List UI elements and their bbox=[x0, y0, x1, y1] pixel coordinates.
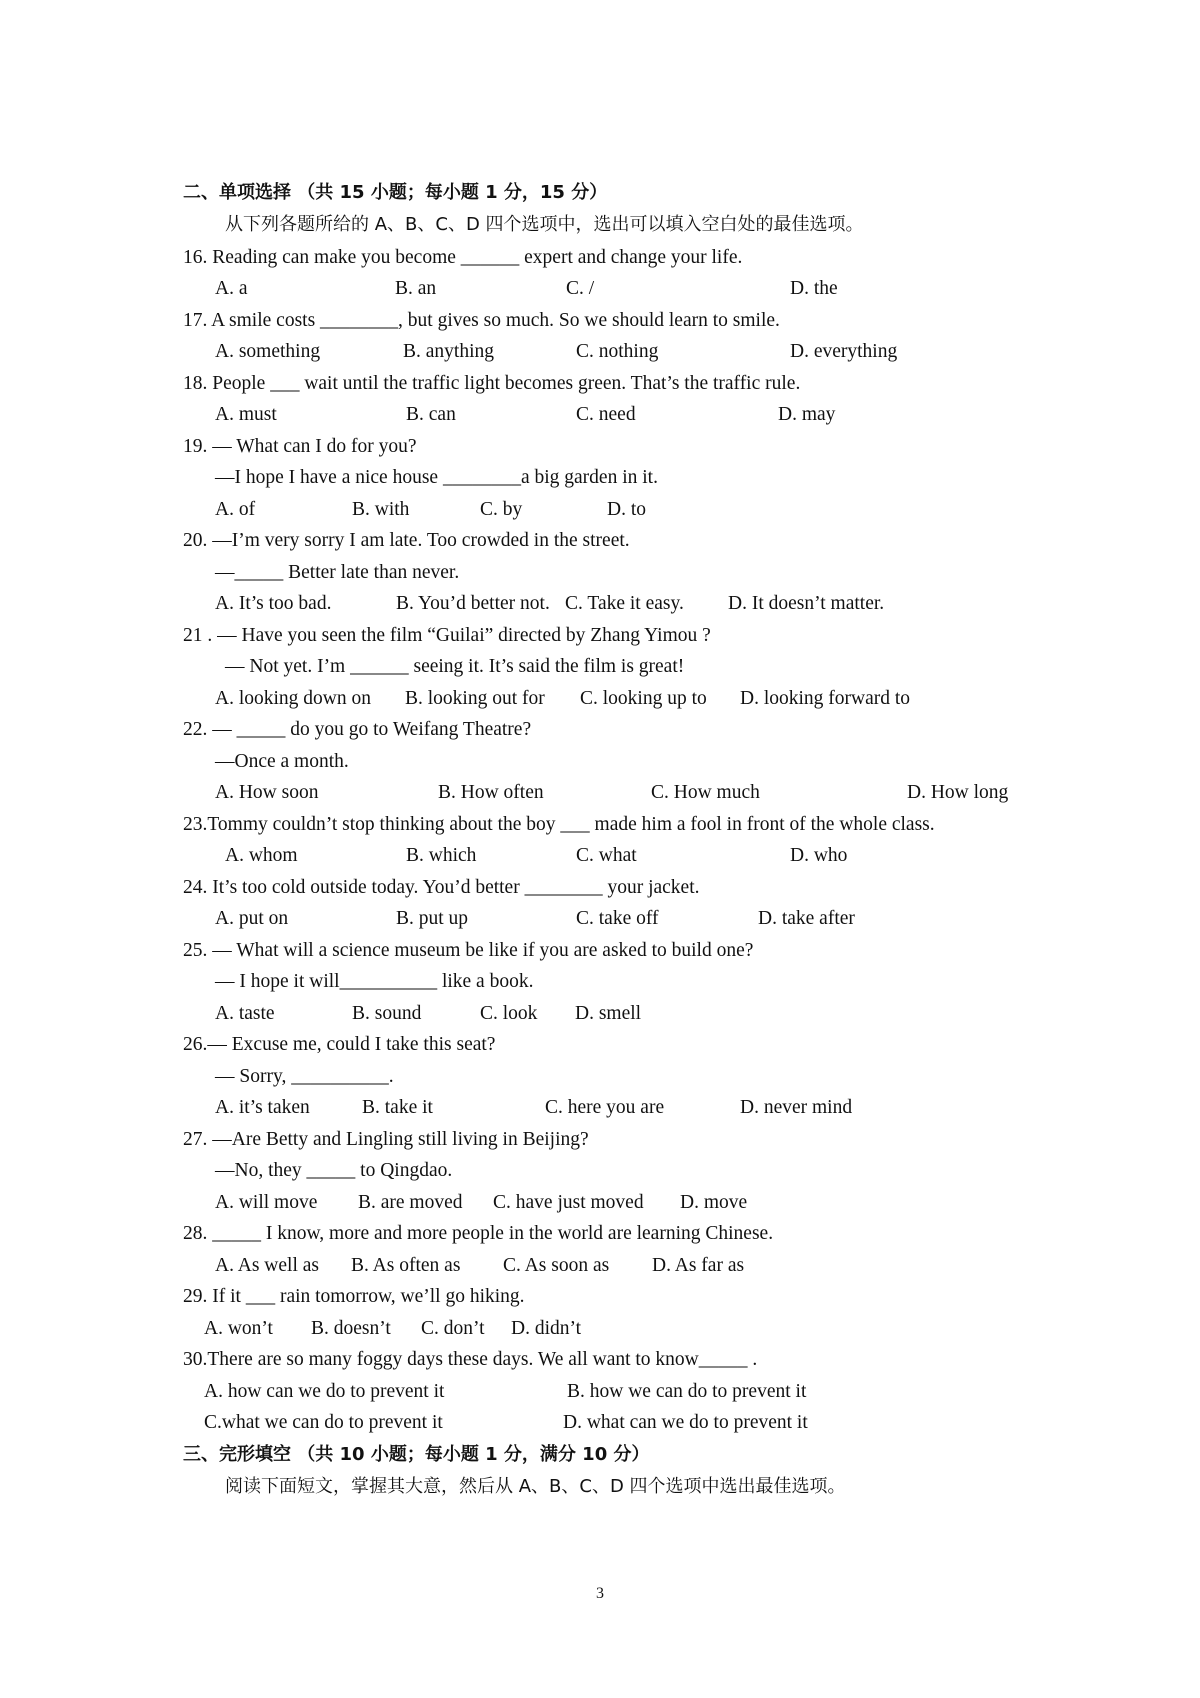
question-16-stem: 16. Reading can make you become ______ expert and change your life. bbox=[183, 247, 743, 268]
option-a: A. how can we do to prevent it bbox=[204, 1381, 445, 1402]
question-30-options-row-1 bbox=[0, 1377, 1200, 1407]
question-26-stem: 26.— Excuse me, could I take this seat? bbox=[183, 1034, 496, 1055]
option-d: D. never mind bbox=[740, 1097, 853, 1118]
question-30-options-row-2 bbox=[0, 1408, 1200, 1438]
option-a: A. looking down on bbox=[215, 688, 371, 709]
option-d: D. everything bbox=[790, 341, 898, 362]
option-d: D. may bbox=[778, 404, 836, 425]
option-b: B. sound bbox=[352, 1003, 422, 1024]
question-24-options bbox=[0, 904, 1200, 934]
option-c: C. nothing bbox=[576, 341, 659, 362]
option-c: C. need bbox=[576, 404, 636, 425]
question-28-options bbox=[0, 1251, 1200, 1281]
question-21-options bbox=[0, 684, 1200, 714]
option-b: B. which bbox=[406, 845, 477, 866]
option-a: A. As well as bbox=[215, 1255, 319, 1276]
option-d: D. to bbox=[607, 499, 646, 520]
question-19-options bbox=[0, 495, 1200, 525]
question-16-options bbox=[0, 274, 1200, 304]
option-d: D. looking forward to bbox=[740, 688, 911, 709]
question-25-options bbox=[0, 999, 1200, 1029]
option-d: D. who bbox=[790, 845, 848, 866]
question-21-stem: 21 . — Have you seen the film “Guilai” directed by Zhang Yimou ? bbox=[183, 625, 711, 646]
option-a: A. whom bbox=[225, 845, 298, 866]
option-d: D. smell bbox=[575, 1003, 642, 1024]
question-19-stem: 19. — What can I do for you? bbox=[183, 436, 417, 457]
question-29-stem: 29. If it ___ rain tomorrow, we’ll go hiking. bbox=[183, 1286, 525, 1307]
option-c: C. here you are bbox=[545, 1097, 665, 1118]
option-d: D. what can we do to prevent it bbox=[563, 1412, 808, 1433]
option-c: C. look bbox=[480, 1003, 538, 1024]
question-20-stem: 20. —I’m very sorry I am late. Too crowded in the street. bbox=[183, 530, 630, 551]
option-b: B. How often bbox=[438, 782, 544, 803]
option-a: A. How soon bbox=[215, 782, 319, 803]
question-23-options bbox=[0, 841, 1200, 871]
option-a: A. won’t bbox=[204, 1318, 273, 1339]
option-c: C. have just moved bbox=[493, 1192, 644, 1213]
option-c: C. don’t bbox=[421, 1318, 485, 1339]
option-a: A. will move bbox=[215, 1192, 318, 1213]
option-b: B. anything bbox=[403, 341, 494, 362]
option-d: D. move bbox=[680, 1192, 748, 1213]
option-b: B. take it bbox=[362, 1097, 433, 1118]
question-29-options bbox=[0, 1314, 1200, 1344]
option-a: A. put on bbox=[215, 908, 289, 929]
question-17-options bbox=[0, 337, 1200, 367]
question-18-stem: 18. People ___ wait until the traffic light becomes green. That’s the traffic rule. bbox=[183, 373, 801, 394]
option-b: B. how we can do to prevent it bbox=[567, 1381, 807, 1402]
option-c: C.what we can do to prevent it bbox=[204, 1412, 443, 1433]
option-d: D. the bbox=[790, 278, 838, 299]
option-b: B. can bbox=[406, 404, 456, 425]
option-a: A. of bbox=[215, 499, 256, 520]
option-a: A. must bbox=[215, 404, 277, 425]
question-18-options bbox=[0, 400, 1200, 430]
question-26-reply: — Sorry, __________. bbox=[215, 1066, 394, 1087]
question-22-reply: —Once a month. bbox=[215, 751, 349, 772]
option-b: B. doesn’t bbox=[311, 1318, 391, 1339]
question-25-reply: — I hope it will__________ like a book. bbox=[215, 971, 534, 992]
section-3-heading: 三、完形填空 （共 10 小题；每小题 1 分，满分 10 分） bbox=[183, 1444, 650, 1465]
option-c: C. looking up to bbox=[580, 688, 707, 709]
option-c: C. take off bbox=[576, 908, 659, 929]
question-27-stem: 27. —Are Betty and Lingling still living in Beijing? bbox=[183, 1129, 589, 1150]
option-d: D. How long bbox=[907, 782, 1009, 803]
option-b: B. looking out for bbox=[405, 688, 545, 709]
page-number: 3 bbox=[596, 1585, 604, 1602]
option-b: B. with bbox=[352, 499, 410, 520]
question-27-reply: —No, they _____ to Qingdao. bbox=[215, 1160, 453, 1181]
question-22-options bbox=[0, 778, 1200, 808]
option-a: A. something bbox=[215, 341, 321, 362]
option-c: C. / bbox=[566, 278, 595, 299]
option-d: D. take after bbox=[758, 908, 855, 929]
section-2-instruction: 从下列各题所给的 A、B、C、D 四个选项中，选出可以填入空白处的最佳选项。 bbox=[225, 214, 864, 235]
option-a: A. It’s too bad. bbox=[215, 593, 332, 614]
option-b: B. an bbox=[395, 278, 437, 299]
option-a: A. taste bbox=[215, 1003, 275, 1024]
option-a: A. a bbox=[215, 278, 248, 299]
option-b: B. are moved bbox=[358, 1192, 463, 1213]
question-28-stem: 28. _____ I know, more and more people in the world are learning Chinese. bbox=[183, 1223, 774, 1244]
question-20-reply: —_____ Better late than never. bbox=[215, 562, 460, 583]
question-23-stem: 23.Tommy couldn’t stop thinking about the boy ___ made him a fool in front of the whole class. bbox=[183, 814, 935, 835]
option-d: D. didn’t bbox=[511, 1318, 582, 1339]
option-b: B. As often as bbox=[351, 1255, 461, 1276]
question-26-options bbox=[0, 1093, 1200, 1123]
question-24-stem: 24. It’s too cold outside today. You’d better ________ your jacket. bbox=[183, 877, 700, 898]
option-c: C. As soon as bbox=[503, 1255, 610, 1276]
question-30-stem: 30.There are so many foggy days these days. We all want to know_____ . bbox=[183, 1349, 758, 1370]
question-20-options bbox=[0, 589, 1200, 619]
option-c: C. How much bbox=[651, 782, 760, 803]
question-27-options bbox=[0, 1188, 1200, 1218]
option-c: C. Take it easy. bbox=[565, 593, 684, 614]
question-19-reply: —I hope I have a nice house ________a big garden in it. bbox=[215, 467, 658, 488]
option-a: A. it’s taken bbox=[215, 1097, 310, 1118]
option-c: C. what bbox=[576, 845, 637, 866]
option-d: D. It doesn’t matter. bbox=[728, 593, 885, 614]
question-25-stem: 25. — What will a science museum be like if you are asked to build one? bbox=[183, 940, 754, 961]
section-2-heading: 二、单项选择 （共 15 小题；每小题 1 分，15 分） bbox=[183, 182, 608, 203]
question-22-stem: 22. — _____ do you go to Weifang Theatre? bbox=[183, 719, 532, 740]
option-c: C. by bbox=[480, 499, 523, 520]
option-d: D. As far as bbox=[652, 1255, 745, 1276]
question-17-stem: 17. A smile costs ________, but gives so much. So we should learn to smile. bbox=[183, 310, 780, 331]
option-b: B. You’d better not. bbox=[396, 593, 550, 614]
question-21-reply: — Not yet. I’m ______ seeing it. It’s said the film is great! bbox=[225, 656, 685, 677]
section-3-instruction: 阅读下面短文，掌握其大意，然后从 A、B、C、D 四个选项中选出最佳选项。 bbox=[225, 1476, 846, 1497]
option-b: B. put up bbox=[396, 908, 469, 929]
